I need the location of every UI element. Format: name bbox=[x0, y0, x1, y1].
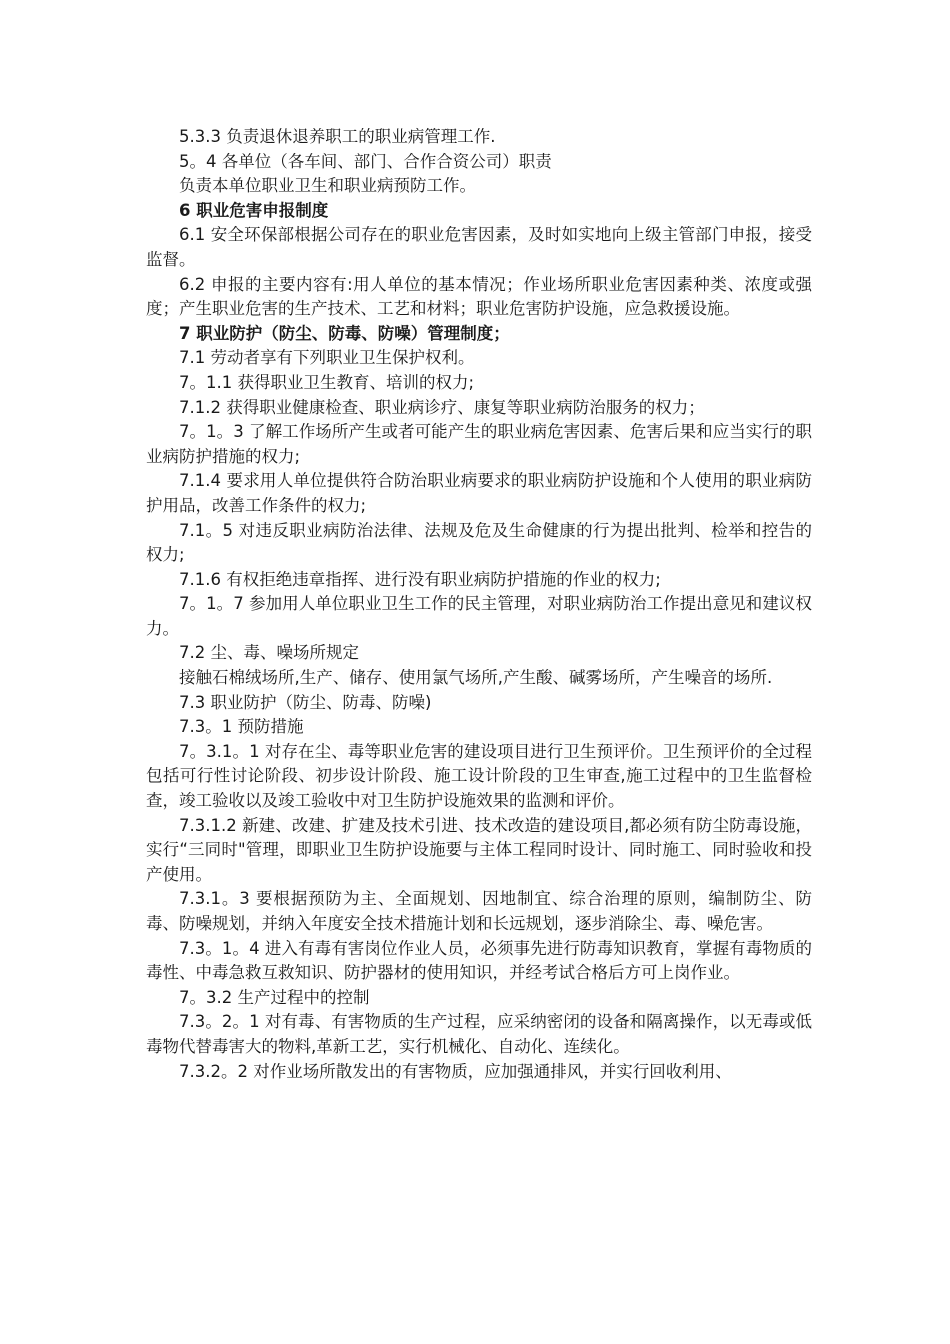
paragraph-7-3-1: 7.3。1 预防措施 bbox=[179, 717, 304, 737]
section-heading-7: 7 职业防护（防尘、防毒、防噪）管理制度； bbox=[179, 323, 510, 343]
paragraph-7-3-1-2: 7.3.1.2 新建、改建、扩建及技术引进、技术改造的建设项目,都必须有防尘防毒设施，实行“三同时"管理，即职业卫生防护设施要与主体工程同时设计、同时施工、同时验收和投产使用。 bbox=[146, 815, 812, 884]
paragraph-7-1-5: 7.1。5 对违反职业病防治法律、法规及危及生命健康的行为提出批判、检举和控告的权力; bbox=[146, 520, 812, 565]
paragraph-7-3-1-4: 7.3。1。4 进入有毒有害岗位作业人员，必须事先进行防毒知识教育，掌握有毒物质的毒性、中毒急救互救知识、防护器材的使用知识，并经考试合格后方可上岗作业。 bbox=[146, 938, 812, 983]
document-body bbox=[146, 125, 812, 1084]
paragraph-7-1-2: 7.1.2 获得职业健康检查、职业病诊疗、康复等职业病防治服务的权力； bbox=[179, 397, 705, 417]
paragraph-7-2: 7.2 尘、毒、噪场所规定 bbox=[179, 643, 359, 663]
paragraph-7-3-1-1: 7。3.1。1 对存在尘、毒等职业危害的建设项目进行卫生预评价。卫生预评价的全过程包括可行性讨论阶段、初步设计阶段、施工设计阶段的卫生审查,施工过程中的卫生监督检查，竣工验收以及竣工验收中对卫生防护设施效果的监测和评价。 bbox=[146, 741, 812, 811]
paragraph-7-1-3: 7。1。3 了解工作场所产生或者可能产生的职业病危害因素、危害后果和应当实行的职业病防护措施的权力; bbox=[146, 422, 812, 466]
paragraph-5-3-3: 5.3.3 负责退休退养职工的职业病管理工作. bbox=[179, 127, 496, 146]
paragraph-7-3-2: 7。3.2 生产过程中的控制 bbox=[179, 987, 370, 1007]
paragraph-7-1: 7.1 劳动者享有下列职业卫生保护权利。 bbox=[179, 348, 475, 368]
paragraph-5-4-body: 负责本单位职业卫生和职业病预防工作。 bbox=[179, 176, 476, 196]
paragraph-7-2-body: 接触石棉绒场所,生产、储存、使用氯气场所,产生酸、碱雾场所，产生噪音的场所. bbox=[179, 668, 773, 688]
paragraph-7-3-1-3: 7.3.1。3 要根据预防为主、全面规划、因地制宜、综合治理的原则，编制防尘、防毒、防噪规划，并纳入年度安全技术措施计划和长远规划，逐步消除尘、毒、噪危害。 bbox=[146, 889, 812, 933]
section-heading-6: 6 职业危害申报制度 bbox=[179, 200, 329, 220]
paragraph-7-3-2-1: 7.3。2。1 对有毒、有害物质的生产过程，应采纳密闭的设备和隔离操作，以无毒或低毒物代替毒害大的物料,革新工艺，实行机械化、自动化、连续化。 bbox=[146, 1012, 812, 1056]
paragraph-5-4: 5。4 各单位（各车间、部门、合作合资公司）职责 bbox=[179, 151, 552, 171]
paragraph-7-3-2-2: 7.3.2。2 对作业场所散发出的有害物质，应加强通排风，并实行回收利用、 bbox=[179, 1061, 732, 1081]
paragraph-7-1-7: 7。1。7 参加用人单位职业卫生工作的民主管理，对职业病防治工作提出意见和建议权力。 bbox=[146, 594, 812, 638]
paragraph-7-1-1: 7。1.1 获得职业卫生教育、培训的权力; bbox=[179, 372, 475, 392]
paragraph-6-2: 6.2 申报的主要内容有:用人单位的基本情况；作业场所职业危害因素种类、浓度或强度；产生职业危害的生产技术、工艺和材料；职业危害防护设施，应急救援设施。 bbox=[146, 274, 812, 319]
paragraph-6-1: 6.1 安全环保部根据公司存在的职业危害因素，及时如实地向上级主管部门申报，接受监督。 bbox=[146, 225, 812, 269]
paragraph-7-1-6: 7.1.6 有权拒绝违章指挥、进行没有职业病防护措施的作业的权力; bbox=[179, 569, 661, 589]
paragraph-7-3: 7.3 职业防护（防尘、防毒、防噪) bbox=[179, 692, 432, 712]
paragraph-7-1-4: 7.1.4 要求用人单位提供符合防治职业病要求的职业病防护设施和个人使用的职业病防护用品，改善工作条件的权力; bbox=[146, 471, 812, 515]
